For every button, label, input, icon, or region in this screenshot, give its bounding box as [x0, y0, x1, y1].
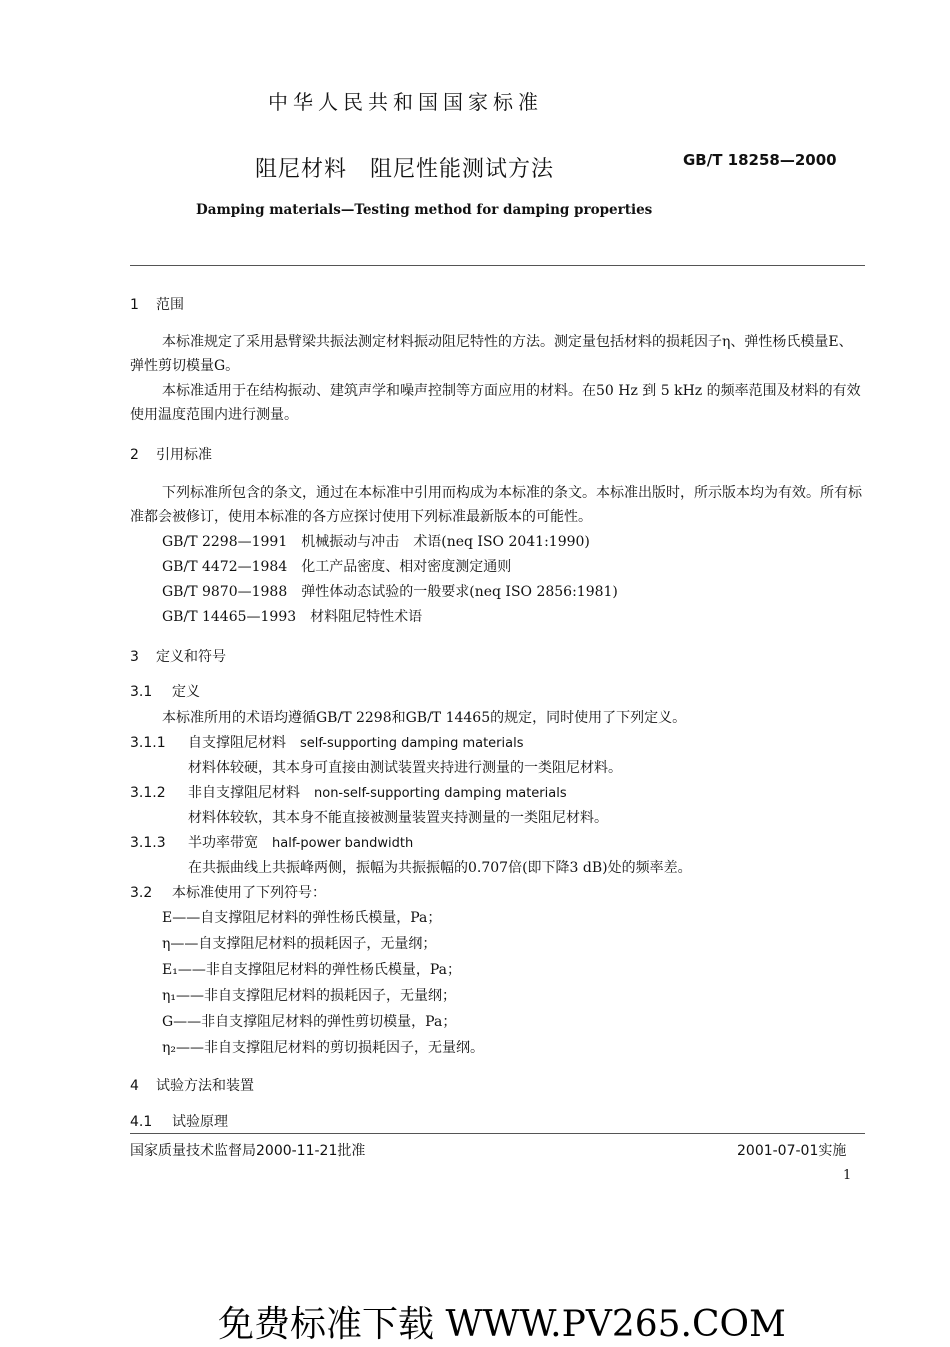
- section-1-heading: [130, 294, 184, 314]
- reference-item: GB/T 2298—1991 机械振动与冲击 术语(neq ISO 2041:1990): [162, 534, 590, 550]
- clause-number: 3.1.2: [130, 785, 166, 801]
- clause-number: 3.1: [130, 684, 153, 700]
- clause-title: 试验原理: [172, 1114, 228, 1130]
- section-3-heading: [130, 646, 226, 666]
- section-2-paragraph-1: 下列标准所包含的条文，通过在本标准中引用而构成为本标准的条文。本标准出版时，所示版本均为有效。所有标准都会被修订，使用本标准的各方应探讨使用下列标准最新版本的可能性。: [130, 485, 862, 525]
- symbol-definition: η₁——非自支撑阻尼材料的损耗因子，无量纲；: [162, 988, 456, 1004]
- clause-3-1-heading: [130, 680, 200, 704]
- standard-code: GB/T 18258—2000: [683, 151, 837, 169]
- clause-number: 3.2: [130, 885, 153, 901]
- term-en: self-supporting damping materials: [300, 736, 524, 751]
- term-cn: 自支撑阻尼材料: [188, 735, 286, 751]
- clause-3-2-heading: [130, 881, 326, 905]
- section-4-heading: [130, 1075, 254, 1095]
- term-en: half-power bandwidth: [272, 836, 414, 851]
- clause-3-1-2-heading: [130, 781, 567, 806]
- section-1-paragraph-1: 本标准规定了采用悬臂梁共振法测定材料振动阻尼特性的方法。测定量包括材料的损耗因子η、弹性杨氏模量E、弹性剪切模量G。: [130, 334, 853, 374]
- clause-title: 定义: [172, 684, 200, 700]
- approval-date: 国家质量技术监督局2000-11-21批准: [130, 1143, 366, 1159]
- clause-3-1-1-text: 材料体较硬，其本身可直接由测试装置夹持进行测量的一类阻尼材料。: [188, 760, 622, 776]
- clause-4-1-heading: [130, 1110, 228, 1134]
- section-title: 范围: [156, 297, 184, 313]
- reference-item: GB/T 14465—1993 材料阻尼特性术语: [162, 609, 423, 625]
- section-number: 4: [130, 1078, 139, 1094]
- reference-item: GB/T 4472—1984 化工产品密度、相对密度测定通则: [162, 559, 512, 575]
- term-en: non-self-supporting damping materials: [314, 786, 567, 801]
- section-title: 定义和符号: [156, 649, 226, 665]
- section-number: 2: [130, 447, 139, 463]
- footer-divider: [130, 1133, 865, 1134]
- clause-3-1-3-text: 在共振曲线上共振峰两侧，振幅为共振振幅的0.707倍(即下降3 dB)处的频率差。: [188, 860, 692, 876]
- download-watermark: 免费标准下载 WWW.PV265.COM: [218, 1304, 786, 1345]
- section-number: 3: [130, 649, 139, 665]
- clause-3-1-3-heading: [130, 831, 413, 856]
- symbol-definition: E——自支撑阻尼材料的弹性杨氏模量，Pa；: [162, 910, 442, 926]
- term-cn: 非自支撑阻尼材料: [188, 785, 300, 801]
- header-divider: [130, 265, 865, 266]
- symbol-definition: η₂——非自支撑阻尼材料的剪切损耗因子，无量纲。: [162, 1040, 484, 1056]
- clause-number: 4.1: [130, 1114, 153, 1130]
- section-1-paragraph-2: 本标准适用于在结构振动、建筑声学和噪声控制等方面应用的材料。在50 Hz 到 5 kHz 的频率范围及材料的有效使用温度范围内进行测量。: [130, 383, 861, 423]
- section-title: 试验方法和装置: [156, 1078, 254, 1094]
- clause-number: 3.1.1: [130, 735, 166, 751]
- clause-title: 本标准使用了下列符号：: [172, 885, 326, 901]
- document-title-en: Damping materials—Testing method for damping properties: [196, 202, 653, 218]
- clause-3-1-2-text: 材料体较软，其本身不能直接被测量装置夹持测量的一类阻尼材料。: [188, 810, 608, 826]
- symbol-definition: G——非自支撑阻尼材料的弹性剪切模量，Pa；: [162, 1014, 457, 1030]
- clause-number: 3.1.3: [130, 835, 166, 851]
- term-cn: 半功率带宽: [188, 835, 258, 851]
- document-title-cn: 阻尼材料 阻尼性能测试方法: [255, 157, 555, 182]
- section-2-heading: [130, 444, 212, 464]
- clause-3-1-text: 本标准所用的术语均遵循GB/T 2298和GB/T 14465的规定，同时使用了下列定义。: [162, 710, 687, 726]
- symbol-definition: η——自支撑阻尼材料的损耗因子，无量纲；: [162, 936, 437, 952]
- reference-item: GB/T 9870—1988 弹性体动态试验的一般要求(neq ISO 2856:1981): [162, 584, 618, 600]
- clause-3-1-1-heading: [130, 731, 524, 756]
- symbol-definition: E₁——非自支撑阻尼材料的弹性杨氏模量，Pa；: [162, 962, 461, 978]
- section-number: 1: [130, 297, 139, 313]
- section-title: 引用标准: [156, 447, 212, 463]
- country-standard-header: 中华人民共和国国家标准: [268, 90, 543, 114]
- page-number: 1: [843, 1168, 852, 1183]
- effective-date: 2001-07-01实施: [737, 1143, 847, 1159]
